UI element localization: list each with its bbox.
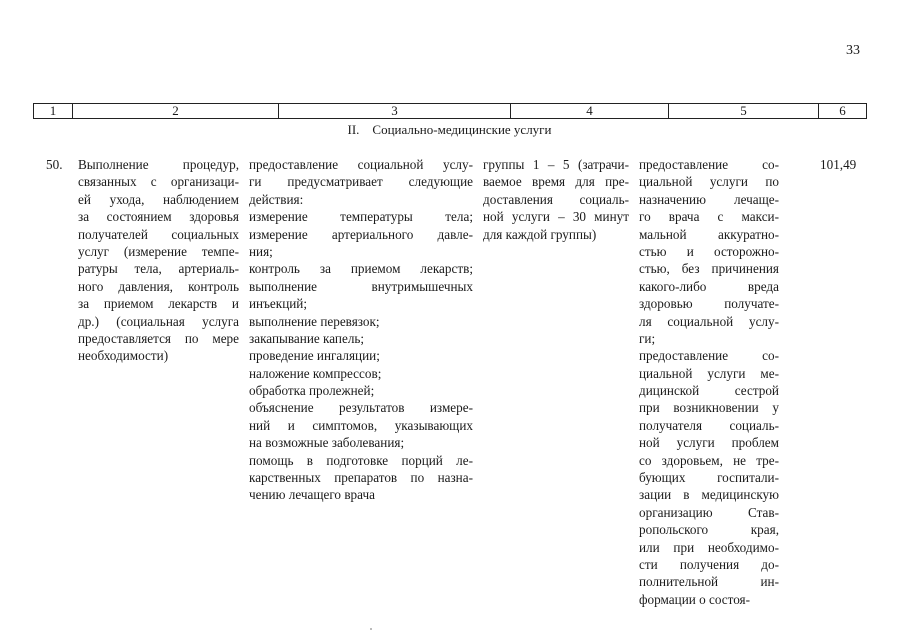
service-conditions-line: ги; xyxy=(639,330,656,346)
service-conditions-line: назначению лечаще- xyxy=(639,191,779,207)
section-title: II. Социально-медицинские услуги xyxy=(347,122,552,137)
page-number: 33 xyxy=(846,43,860,58)
service-time-line: ваемое время для пре- xyxy=(483,174,629,190)
service-description-line: измерение артериального давле- xyxy=(249,226,473,242)
service-name-line: связанных с организаци- xyxy=(78,174,239,190)
service-name-line: ратуры тела, артериаль- xyxy=(78,261,239,277)
service-name-line: услуг (измерение темпе- xyxy=(78,243,239,259)
service-conditions-line: го врача с макси- xyxy=(639,209,779,225)
service-time-line: для каждой группы) xyxy=(483,226,597,242)
service-conditions-column xyxy=(639,156,779,608)
service-time-line: ной услуги – 30 минут xyxy=(483,209,629,225)
column-number-3: 3 xyxy=(279,104,511,119)
service-conditions-line: со здоровьем, не тре- xyxy=(639,452,779,468)
service-description-line: на возможные заболевания; xyxy=(249,435,405,451)
service-description-line: объяснение результатов измере- xyxy=(249,400,473,416)
service-description-line: контроль за приемом лекарств; xyxy=(249,261,473,277)
service-conditions-line: ной услуги проблем xyxy=(639,435,779,451)
service-conditions-line: организацию Став- xyxy=(639,504,779,520)
row-number: 50. xyxy=(46,157,63,172)
service-time-column xyxy=(483,156,629,243)
service-description-line: карственных препаратов по назна- xyxy=(249,470,473,486)
scan-speck xyxy=(370,628,372,630)
service-name-line: необходимости) xyxy=(78,348,169,364)
service-conditions-line: полнительной ин- xyxy=(639,574,779,590)
service-time-line: доставления социаль- xyxy=(483,191,629,207)
service-description-column xyxy=(249,156,473,504)
service-conditions-line: получателя социаль- xyxy=(639,417,779,433)
service-conditions-line: бующих госпитали- xyxy=(639,470,779,486)
service-description-line: выполнение внутримышечных xyxy=(249,278,473,294)
service-description-line: ния; xyxy=(249,243,273,259)
column-number-4: 4 xyxy=(511,104,669,119)
service-conditions-line: или при необходимо- xyxy=(639,539,779,555)
service-name-line: за состоянием здоровья xyxy=(78,209,239,225)
service-description-line: предоставление социальной услу- xyxy=(249,157,473,172)
column-number-5: 5 xyxy=(669,104,819,119)
service-description-line: выполнение перевязок; xyxy=(249,313,380,329)
service-description-line: чению лечащего врача xyxy=(249,487,375,503)
column-number-1: 1 xyxy=(34,104,73,119)
service-description-line: закапывание капель; xyxy=(249,330,365,346)
service-name-line: ей ухода, наблюдением xyxy=(78,191,239,207)
service-conditions-line: дицинской сестрой xyxy=(639,383,779,399)
service-time-line: группы 1 – 5 (затрачи- xyxy=(483,157,629,172)
service-conditions-line: при возникновении у xyxy=(639,400,779,416)
service-name-line: за приемом лекарств и xyxy=(78,296,239,312)
service-description-line: обработка пролежней; xyxy=(249,383,375,399)
service-description-line: действия: xyxy=(249,191,304,207)
column-number-header xyxy=(33,103,867,119)
service-description-line: ний и симптомов, указывающих xyxy=(249,417,473,433)
service-name-line: ного давления, контроль xyxy=(78,278,239,294)
service-conditions-line: стью, без причинения xyxy=(639,261,779,277)
service-conditions-line: мальной аккуратно- xyxy=(639,226,779,242)
service-name-line: получателей социальных xyxy=(78,226,239,242)
service-conditions-line: циальной услуги по xyxy=(639,174,779,190)
service-conditions-line: циальной услуги ме- xyxy=(639,365,779,381)
service-price: 101,49 xyxy=(820,157,857,172)
column-number-2: 2 xyxy=(73,104,279,119)
service-name-line: Выполнение процедур, xyxy=(78,157,239,172)
service-name-line: предоставляется по мере xyxy=(78,330,239,346)
service-conditions-line: зации в медицинскую xyxy=(639,487,779,503)
service-description-line: инъекций; xyxy=(249,296,308,312)
service-conditions-line: ля социальной услу- xyxy=(639,313,779,329)
service-name-line: др.) (социальная услуга xyxy=(78,313,239,329)
service-conditions-line: стью и осторожно- xyxy=(639,243,779,259)
service-conditions-line: сти получения до- xyxy=(639,556,779,572)
service-name-column xyxy=(78,156,239,365)
service-description-line: помощь в подготовке порций ле- xyxy=(249,452,473,468)
service-conditions-line: формации о состоя- xyxy=(639,591,751,607)
service-description-line: ги предусматривает следующие xyxy=(249,174,473,190)
service-conditions-line: предоставление со- xyxy=(639,348,779,364)
service-conditions-line: здоровью получате- xyxy=(639,296,779,312)
service-conditions-line: предоставление со- xyxy=(639,157,779,172)
service-description-line: измерение температуры тела; xyxy=(249,209,473,225)
service-conditions-line: ропольского края, xyxy=(639,522,779,538)
service-conditions-line: какого-либо вреда xyxy=(639,278,779,294)
service-description-line: проведение ингаляции; xyxy=(249,348,380,364)
service-description-line: наложение компрессов; xyxy=(249,365,382,381)
column-number-6: 6 xyxy=(819,104,867,119)
